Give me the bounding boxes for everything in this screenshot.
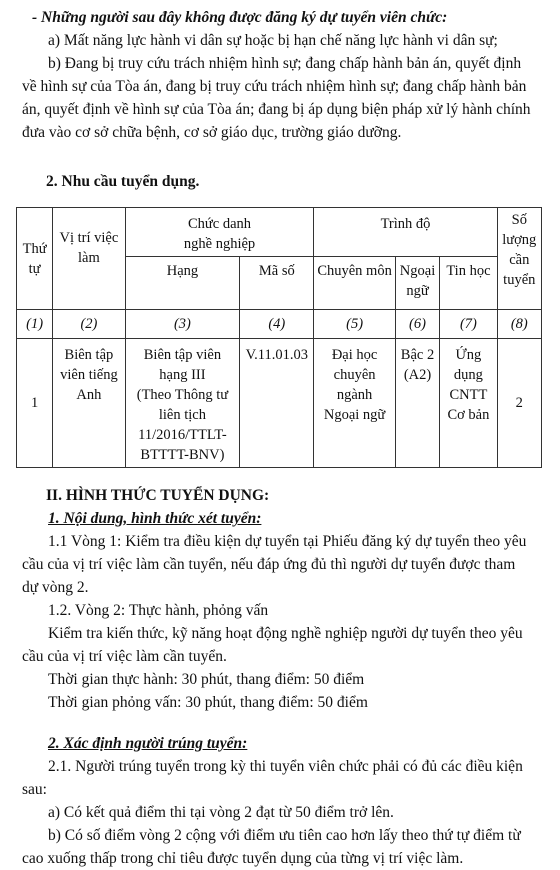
criteria-b-line1: b) Có số điểm vòng 2 cộng với điểm ưu tiên cao hơn lấy theo thứ tự điểm từ xyxy=(48,827,521,844)
col-num: (4) xyxy=(240,310,314,339)
sub-heading-2: 2. Xác định người trúng tuyển: xyxy=(48,735,248,752)
header-language: Ngoại ngữ xyxy=(395,257,440,310)
header-rank: Hạng xyxy=(125,257,240,310)
col-num: (5) xyxy=(314,310,395,339)
ineligible-item-b-line4: đưa vào cơ sở chữa bệnh, cơ sở giáo dục, trường giáo dưỡng. xyxy=(22,124,402,141)
col-num: (6) xyxy=(395,310,440,339)
header-stt: Thứ tự xyxy=(17,208,53,310)
column-number-row xyxy=(17,310,542,339)
cell-stt: 1 xyxy=(17,339,53,468)
ineligible-item-b-line2: về hình sự của Tòa án, đang bị truy cứu trách nhiệm hình sự; đang chấp hành bản xyxy=(22,78,527,95)
round-1-line2: cầu của vị trí việc làm cần tuyển, nếu đáp ứng đủ thì người dự tuyển được tham xyxy=(22,556,516,573)
part-2-heading: II. HÌNH THỨC TUYỂN DỤNG: xyxy=(46,487,270,504)
criteria-line1: 2.1. Người trúng tuyển trong kỳ thi tuyển viên chức phải có đủ các điều kiện xyxy=(48,758,523,775)
header-it: Tin học xyxy=(440,257,497,310)
cell-position: Biên tập viên tiếng Anh xyxy=(53,339,126,468)
criteria-b-line2: cao xuống thấp trong chỉ tiêu được tuyển dụng của từng vị trí việc làm. xyxy=(22,850,464,867)
practice-time: Thời gian thực hành: 30 phút, thang điểm: 50 điểm xyxy=(48,671,365,688)
header-code: Mã số xyxy=(240,257,314,310)
header-qualification: Trình độ xyxy=(314,208,497,257)
col-num: (8) xyxy=(497,310,541,339)
criteria-a: a) Có kết quả điểm thi tại vòng 2 đạt từ 50 điểm trở lên. xyxy=(48,804,394,821)
interview-time: Thời gian phỏng vấn: 30 phút, thang điểm: 50 điểm xyxy=(48,694,368,711)
round-2-line2: cầu của vị trí việc làm cần tuyển. xyxy=(22,648,227,665)
col-num: (3) xyxy=(125,310,240,339)
header-quantity: Số lượng cần tuyển xyxy=(497,208,541,310)
round-2-line1: Kiểm tra kiến thức, kỹ năng hoạt động nghề nghiệp người dự tuyển theo yêu xyxy=(48,625,523,642)
cell-code: V.11.01.03 xyxy=(240,339,314,468)
cell-it: Ứng dụng CNTT Cơ bản xyxy=(440,339,497,468)
ineligible-heading: - Những người sau đây không được đăng ký dự tuyển viên chức: xyxy=(32,9,448,26)
sub-heading-1: 1. Nội dung, hình thức xét tuyển: xyxy=(48,510,262,527)
header-major: Chuyên môn xyxy=(314,257,395,310)
criteria-line2: sau: xyxy=(22,781,47,798)
cell-major: Đại học chuyên ngành Ngoại ngữ xyxy=(314,339,395,468)
cell-quantity: 2 xyxy=(497,339,541,468)
round-1-line1: 1.1 Vòng 1: Kiểm tra điều kiện dự tuyển tại Phiếu đăng ký dự tuyển theo yêu xyxy=(48,533,527,550)
round-1-line3: dự vòng 2. xyxy=(22,579,89,596)
round-2-title: 1.2. Vòng 2: Thực hành, phỏng vấn xyxy=(48,602,269,619)
cell-language: Bậc 2 (A2) xyxy=(395,339,440,468)
ineligible-item-b-line1: b) Đang bị truy cứu trách nhiệm hình sự; đang chấp hành bản án, quyết định xyxy=(48,55,522,72)
section-2-heading: 2. Nhu cầu tuyển dụng. xyxy=(46,173,200,190)
recruitment-table xyxy=(16,207,542,468)
cell-rank: Biên tập viên hạng III (Theo Thông tư liên tịch 11/2016/TTLT- BTTTT-BNV) xyxy=(125,339,240,468)
col-num: (2) xyxy=(53,310,126,339)
col-num: (7) xyxy=(440,310,497,339)
col-num: (1) xyxy=(17,310,53,339)
header-position: Vị trí việc làm xyxy=(53,208,126,310)
ineligible-item-a: a) Mất năng lực hành vi dân sự hoặc bị hạn chế năng lực hành vi dân sự; xyxy=(48,32,498,49)
ineligible-item-b-line3: án, quyết định về hình sự của Tòa án; đang bị áp dụng biện pháp xử lý hành chính xyxy=(22,101,531,118)
header-title: Chức danh nghề nghiệp xyxy=(125,208,314,257)
table-row xyxy=(17,339,542,468)
